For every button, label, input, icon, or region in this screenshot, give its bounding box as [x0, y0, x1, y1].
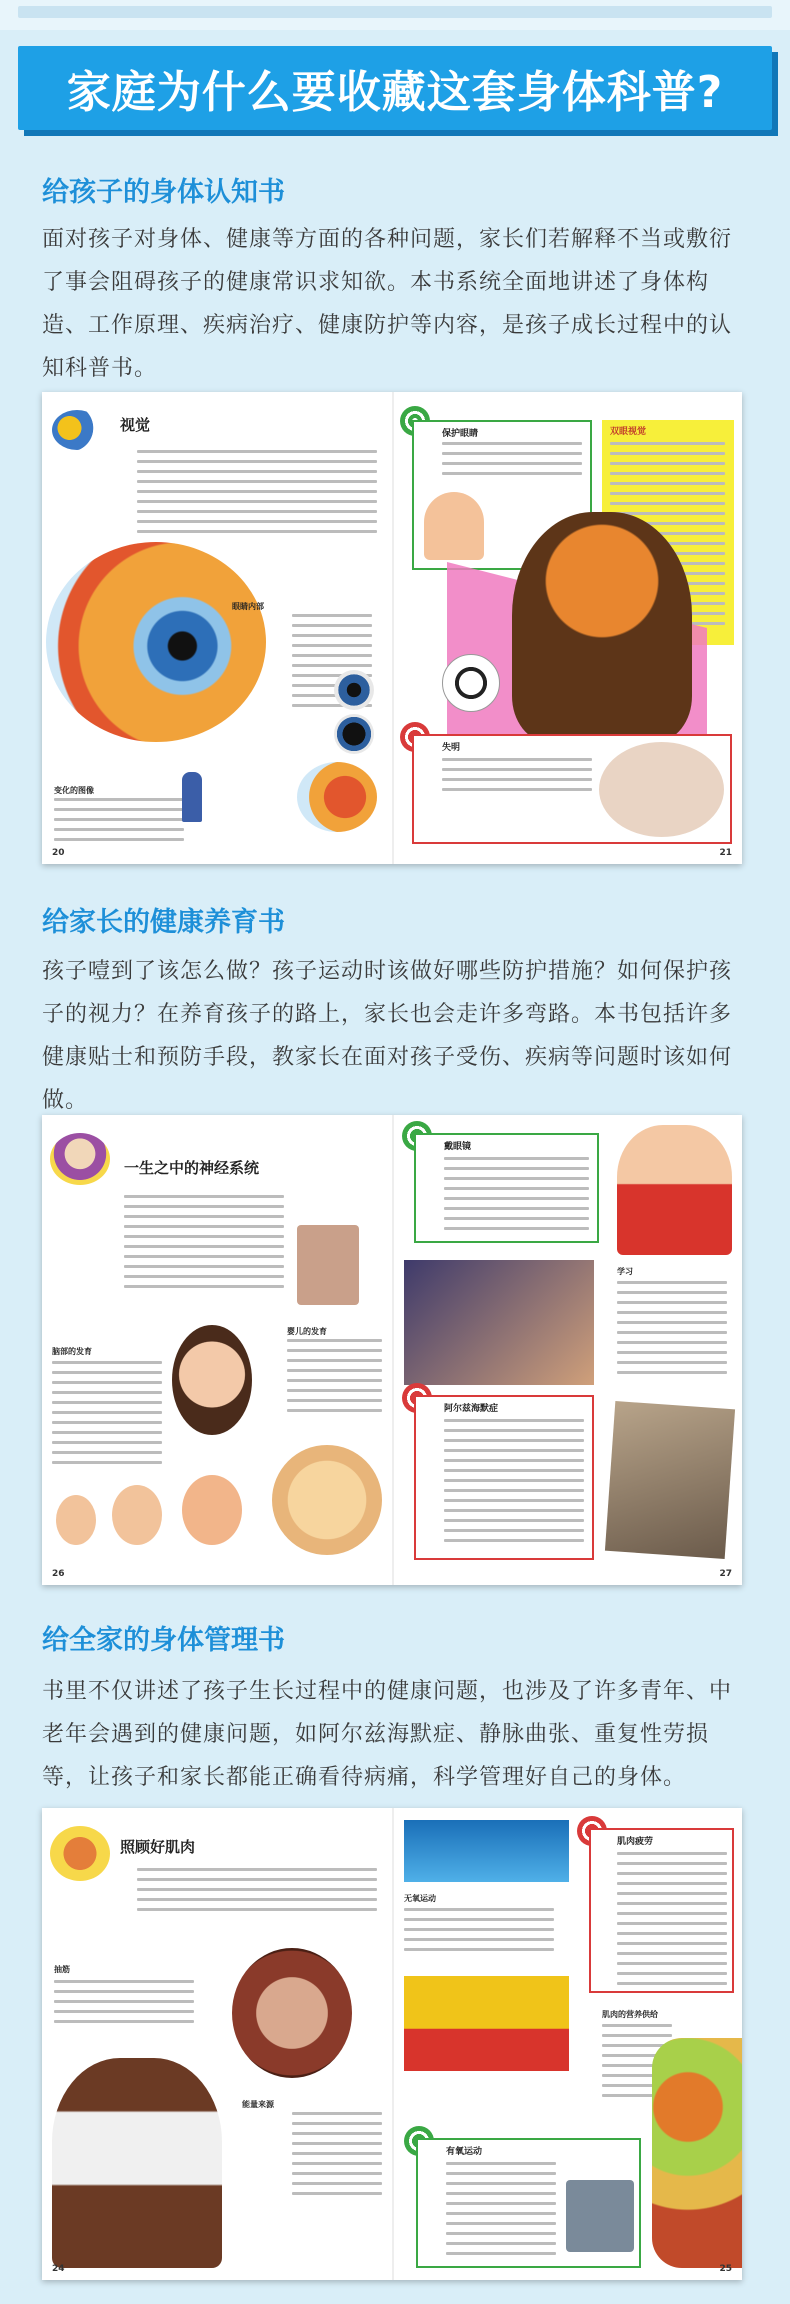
changing-image-lines	[54, 798, 184, 848]
subhead-inside-eye: 眼睛内部	[232, 602, 264, 611]
box-title-binocular: 双眼视觉	[610, 426, 647, 436]
section-title-children: 给孩子的身体认知书	[42, 177, 285, 208]
subhead-brain-development: 脑部的发育	[52, 1347, 92, 1356]
fly-illustration	[52, 410, 102, 450]
page-number-right: 27	[719, 1569, 732, 1579]
spread-spine	[392, 392, 394, 864]
spread-title-vision: 视觉	[120, 417, 151, 434]
page-number-left: 26	[52, 1569, 65, 1579]
section-text-parents: 孩子噎到了该怎么做？孩子运动时该做好哪些防护措施？如何保护孩子的视力？在养育孩子的路上，家长也会走许多弯路。本书包括许多健康贴士和预防手段，教家长在面对孩子受伤、疾病等问题时该如何做。	[42, 959, 733, 1113]
subhead-energy-source: 能量来源	[242, 2100, 274, 2109]
blindness-lines	[442, 758, 592, 798]
brain-head-illustration	[512, 512, 692, 742]
box-title-aerobic: 有氧运动	[446, 2146, 483, 2156]
protect-eyes-lines	[442, 442, 582, 482]
runner-photo	[404, 1976, 569, 2071]
subhead-learning: 学习	[617, 1267, 633, 1276]
brain-dev-lines	[52, 1361, 162, 1471]
soccer-ball	[442, 654, 500, 712]
section-text-children: 面对孩子对身体、健康等方面的各种问题，家长们若解释不当或敷衍了事会阻碍孩子的健康常识求知欲。本书系统全面地讲述了身体构造、工作原理、疾病治疗、健康防护等内容，是孩子成长过程中的认知科普书。	[42, 227, 733, 381]
mascot-illustration	[50, 1826, 110, 1881]
aerobic-lines	[446, 2162, 556, 2262]
embryo-3	[182, 1475, 242, 1545]
subhead-baby-development: 婴儿的发育	[287, 1327, 327, 1336]
page-number-right: 21	[719, 848, 732, 858]
old-photos-collage	[605, 1401, 735, 1559]
section-title-family: 给全家的身体管理书	[42, 1625, 285, 1656]
box-title-alzheimers: 阿尔兹海默症	[444, 1403, 499, 1413]
box-fatigue	[589, 1828, 734, 1993]
crying-baby-photo	[172, 1325, 252, 1435]
pupil-large	[334, 714, 374, 754]
top-band	[18, 6, 772, 18]
box-title-blindness: 失明	[442, 742, 461, 752]
intro-text-lines	[137, 450, 377, 540]
muscles-intro-lines	[137, 1868, 377, 1918]
box-title-fatigue: 肌肉疲劳	[617, 1836, 654, 1846]
section-text-family: 书里不仅讲述了孩子生长过程中的健康问题，也涉及了许多青年、中老年会遇到的健康问题，如阿尔兹海默症、静脉曲张、重复性劳损等，让孩子和家长都能正确看待病痛，科学管理好自己的身体。	[42, 1679, 733, 1790]
grandma-illustration	[50, 1133, 110, 1185]
muscle-fiber-closeup	[232, 1948, 352, 2078]
spread-vision	[42, 392, 742, 864]
top-strip	[0, 0, 790, 30]
baby-drinking-photo	[297, 1225, 359, 1305]
embryo-2	[112, 1485, 162, 1545]
subhead-anaerobic: 无氧运动	[404, 1894, 436, 1903]
spread-muscles	[42, 1808, 742, 2280]
box-blindness	[412, 734, 732, 844]
embryo-1	[56, 1495, 96, 1545]
boy-figure	[182, 772, 202, 822]
children-computer-photo	[404, 1260, 594, 1385]
page-number-left: 24	[52, 2264, 65, 2274]
box-title-protect-eyes: 保护眼睛	[442, 428, 479, 438]
girl-stretching-photo	[52, 2058, 222, 2268]
boy-reading-photo	[617, 1125, 732, 1255]
swimmer-photo	[404, 1820, 569, 1882]
spread-spine	[392, 1808, 394, 2280]
fatigue-lines	[617, 1852, 727, 1992]
spread-title-nervous: 一生之中的神经系统	[124, 1160, 260, 1177]
cyclist-photo	[566, 2180, 634, 2252]
spread-spine	[392, 1115, 394, 1585]
cramp-lines	[54, 1980, 194, 2030]
eye-lens-diagram	[297, 762, 377, 832]
baby-dev-lines	[287, 1339, 382, 1419]
subhead-cramp: 抽筋	[54, 1965, 70, 1974]
main-banner	[18, 46, 772, 130]
spread-nervous-system	[42, 1115, 742, 1585]
sunglasses-boy	[424, 492, 484, 560]
subhead-nutrition: 肌肉的营养供给	[602, 2010, 658, 2019]
glasses-lines	[444, 1157, 589, 1237]
alzheimers-lines	[444, 1419, 584, 1549]
brain-illustration	[272, 1445, 382, 1555]
banner-title: 家庭为什么要收藏这套身体科普?	[66, 67, 724, 118]
page-number-right: 25	[719, 2264, 732, 2274]
food-collage	[652, 2038, 742, 2268]
learning-lines	[617, 1281, 727, 1381]
nervous-intro-lines	[124, 1195, 284, 1295]
braille-hand	[599, 742, 724, 837]
box-glasses	[414, 1133, 599, 1243]
anaerobic-lines	[404, 1908, 554, 1958]
page-number-left: 20	[52, 848, 65, 858]
spread-title-muscles: 照顾好肌肉	[120, 1839, 196, 1856]
subhead-changing-image: 变化的图像	[54, 786, 94, 795]
box-alzheimers	[414, 1395, 594, 1560]
pupil-small	[334, 670, 374, 710]
energy-lines	[292, 2112, 382, 2202]
box-aerobic	[416, 2138, 641, 2268]
box-title-glasses: 戴眼镜	[444, 1141, 472, 1151]
section-title-parents: 给家长的健康养育书	[42, 907, 285, 938]
eye-cross-section	[46, 542, 266, 742]
